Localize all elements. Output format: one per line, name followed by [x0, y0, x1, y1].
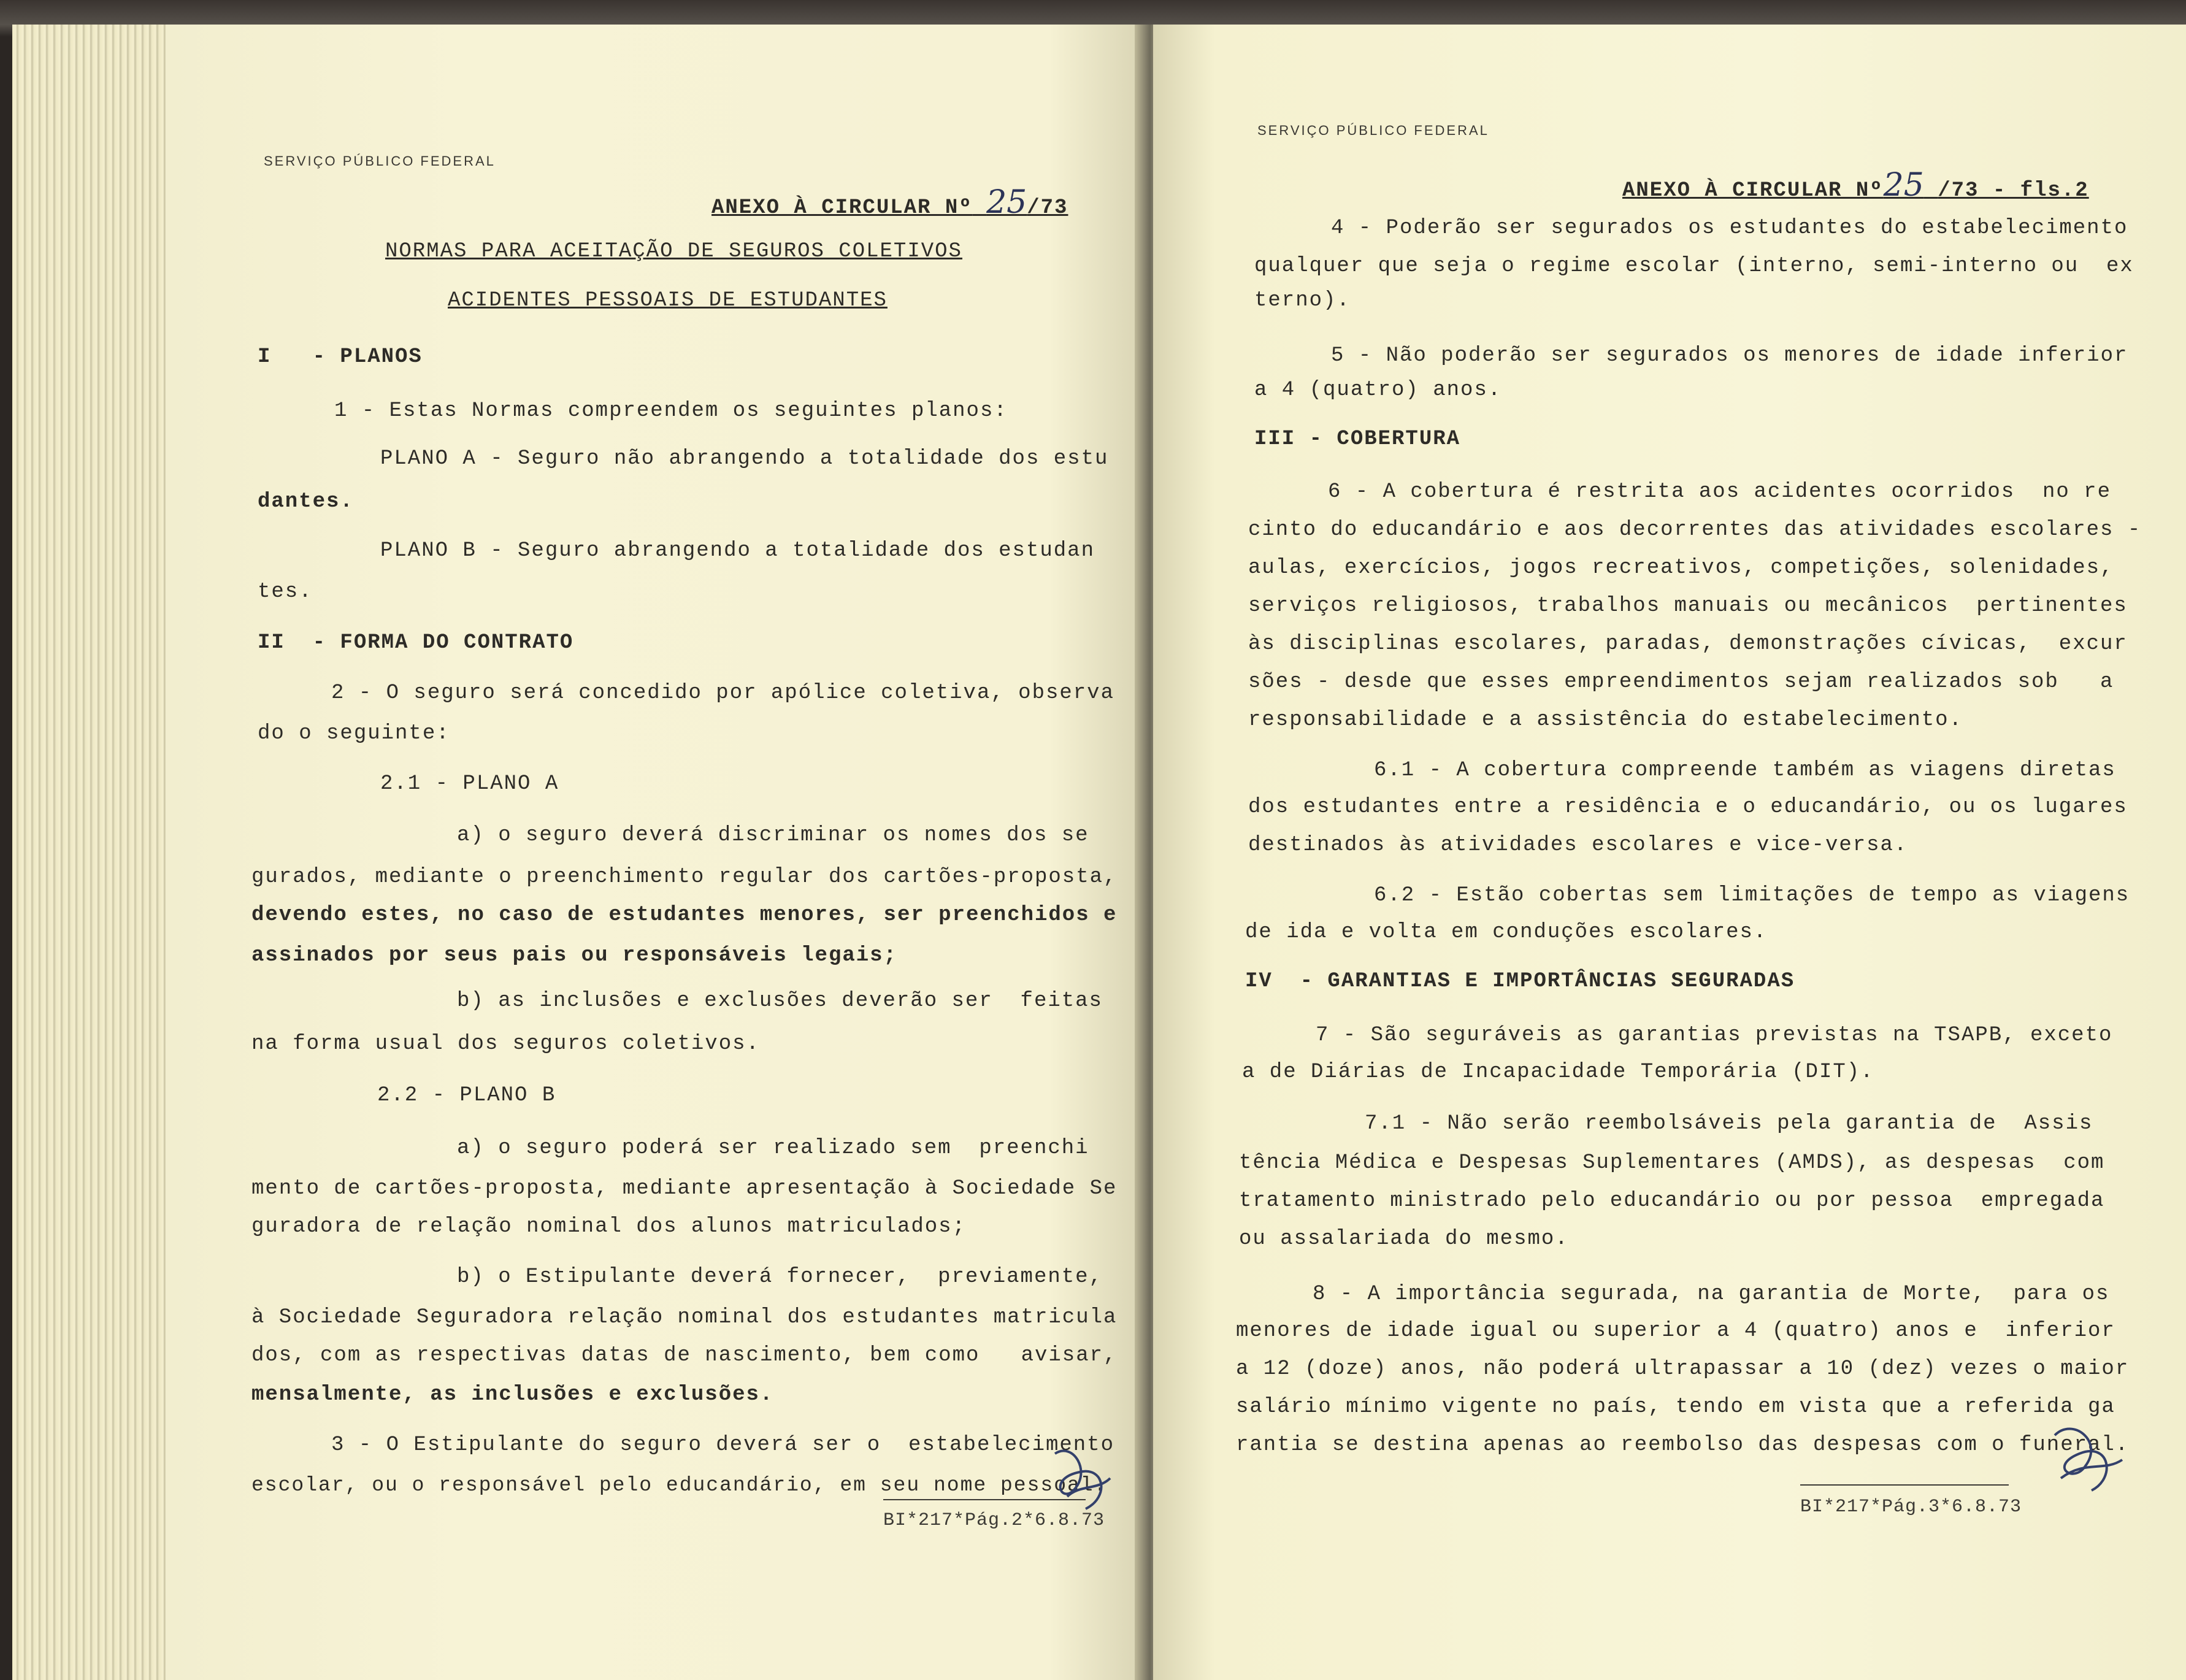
left-line: PLANO B - Seguro abrangendo a totalidade dos estudan: [380, 539, 1095, 562]
right-section-iv: IV - GARANTIAS E IMPORTÂNCIAS SEGURADAS: [1245, 970, 1795, 993]
left-line: gurados, mediante o preenchimento regular dos cartões-proposta,: [251, 865, 1118, 889]
left-annex-year: /73: [1027, 196, 1068, 220]
right-line: tência Médica e Despesas Suplementares (AMDS), as despesas com: [1239, 1151, 2105, 1175]
right-line: a 12 (doze) anos, não poderá ultrapassar a 10 (dez) vezes o maior: [1236, 1357, 2130, 1381]
left-section-ii: II - FORMA DO CONTRATO: [258, 631, 574, 654]
right-line: às disciplinas escolares, paradas, demonstrações cívicas, excur: [1248, 632, 2128, 656]
left-title-2: ACIDENTES PESSOAIS DE ESTUDANTES: [448, 289, 888, 312]
right-line: 7 - São seguráveis as garantias previstas na TSAPB, exceto: [1316, 1024, 2113, 1047]
right-line: 6.1 - A cobertura compreende também as viagens diretas: [1374, 759, 2116, 782]
left-line: à Sociedade Seguradora relação nominal dos estudantes matricula: [251, 1306, 1118, 1329]
right-line: a de Diárias de Incapacidade Temporária (DIT).: [1242, 1061, 1874, 1084]
left-line: 2.1 - PLANO A: [380, 772, 559, 796]
left-line: 2.2 - PLANO B: [377, 1084, 556, 1107]
left-line: tes.: [258, 580, 313, 604]
right-line: dos estudantes entre a residência e o educandário, ou os lugares: [1248, 796, 2128, 819]
left-line: do o seguinte:: [258, 722, 450, 745]
left-line: devendo estes, no caso de estudantes menores, ser preenchidos e: [251, 903, 1118, 927]
right-signature-icon: [2036, 1411, 2128, 1503]
right-line: terno).: [1254, 289, 1351, 312]
left-annex-heading: [711, 184, 1068, 221]
right-annex-number: 25: [1883, 167, 1924, 204]
right-line: 5 - Não poderão ser segurados os menores de idade inferior: [1331, 344, 2128, 367]
left-signature-icon: [1037, 1435, 1122, 1521]
right-line: ou assalariada do mesmo.: [1239, 1227, 1569, 1251]
right-line: 6 - A cobertura é restrita aos acidentes ocorridos no re: [1328, 480, 2111, 504]
page-edges: [12, 25, 178, 1680]
right-page-stamp: BI*217*Pág.3*6.8.73: [1800, 1497, 2022, 1517]
right-stamp-rule: [1800, 1484, 2009, 1486]
left-line: 3 - O Estipulante do seguro deverá ser o estabelecimento: [331, 1433, 1114, 1457]
right-line: destinados às atividades escolares e vice-versa.: [1248, 834, 1908, 857]
left-line: assinados por seus pais ou responsáveis legais;: [251, 944, 897, 967]
left-line: na forma usual dos seguros coletivos.: [251, 1032, 760, 1056]
left-line: 1 - Estas Normas compreendem os seguintes planos:: [334, 399, 1008, 423]
left-line: a) o seguro deverá discriminar os nomes dos se: [457, 824, 1089, 847]
right-section-iii: III - COBERTURA: [1254, 428, 1461, 451]
left-line: dantes.: [258, 490, 354, 513]
left-line: mento de cartões-proposta, mediante apresentação à Sociedade Se: [251, 1177, 1118, 1200]
left-annex-number: 25: [986, 184, 1027, 221]
right-line: responsabilidade e a assistência do estabelecimento.: [1248, 708, 1963, 732]
left-line: PLANO A - Seguro não abrangendo a totalidade dos estu: [380, 447, 1109, 470]
right-annex-heading: [1622, 167, 2089, 204]
right-line: 8 - A importância segurada, na garantia de Morte, para os: [1313, 1283, 2110, 1306]
left-line: 2 - O seguro será concedido por apólice coletiva, observa: [331, 681, 1114, 705]
right-line: 6.2 - Estão cobertas sem limitações de tempo as viagens: [1374, 884, 2130, 907]
left-annex-printed: ANEXO À CIRCULAR Nº: [711, 196, 973, 220]
right-line: de ida e volta em conduções escolares.: [1245, 921, 1768, 944]
right-line: salário mínimo vigente no país, tendo em vista que a referida ga: [1236, 1395, 2115, 1419]
right-page-header: SERVIÇO PÚBLICO FEDERAL: [1257, 123, 1489, 138]
left-line: escolar, ou o responsável pelo educandário, em seu nome pessoal.: [251, 1474, 1108, 1497]
left-line: a) o seguro poderá ser realizado sem preenchi: [457, 1137, 1089, 1160]
right-line: aulas, exercícios, jogos recreativos, competições, solenidades,: [1248, 556, 2114, 580]
right-line: cinto do educandário e aos decorrentes das atividades escolares -: [1248, 518, 2142, 542]
right-annex-year: /73 - fls.2: [1938, 179, 2089, 202]
right-line: 7.1 - Não serão reembolsáveis pela garantia de Assis: [1365, 1112, 2093, 1135]
left-page-stamp: BI*217*Pág.2*6.8.73: [883, 1510, 1105, 1531]
right-line: a 4 (quatro) anos.: [1254, 378, 1502, 402]
left-line: guradora de relação nominal dos alunos matriculados;: [251, 1215, 966, 1238]
right-line: menores de idade igual ou superior a 4 (quatro) anos e inferior: [1236, 1319, 2115, 1343]
left-title-1: NORMAS PARA ACEITAÇÃO DE SEGUROS COLETIVOS: [385, 240, 962, 263]
right-line: serviços religiosos, trabalhos manuais ou mecânicos pertinentes: [1248, 594, 2128, 618]
right-line: sões - desde que esses empreendimentos sejam realizados sob a: [1248, 670, 2114, 694]
left-section-i: I - PLANOS: [258, 345, 423, 369]
right-annex-printed: ANEXO À CIRCULAR Nº: [1622, 179, 1884, 202]
left-page: [166, 25, 1147, 1680]
right-line: tratamento ministrado pelo educandário ou por pessoa empregada: [1239, 1189, 2105, 1213]
left-page-header: SERVIÇO PÚBLICO FEDERAL: [264, 153, 496, 169]
left-line: dos, com as respectivas datas de nascimento, bem como avisar,: [251, 1344, 1118, 1367]
left-line: b) o Estipulante deverá fornecer, previamente,: [457, 1265, 1103, 1289]
right-line: 4 - Poderão ser segurados os estudantes do estabelecimento: [1331, 217, 2128, 240]
left-line: b) as inclusões e exclusões deverão ser feitas: [457, 989, 1103, 1013]
right-line: qualquer que seja o regime escolar (interno, semi-interno ou ex: [1254, 255, 2134, 278]
left-line: mensalmente, as inclusões e exclusões.: [251, 1383, 774, 1406]
right-line: rantia se destina apenas ao reembolso das despesas com o funeral.: [1236, 1433, 2130, 1457]
